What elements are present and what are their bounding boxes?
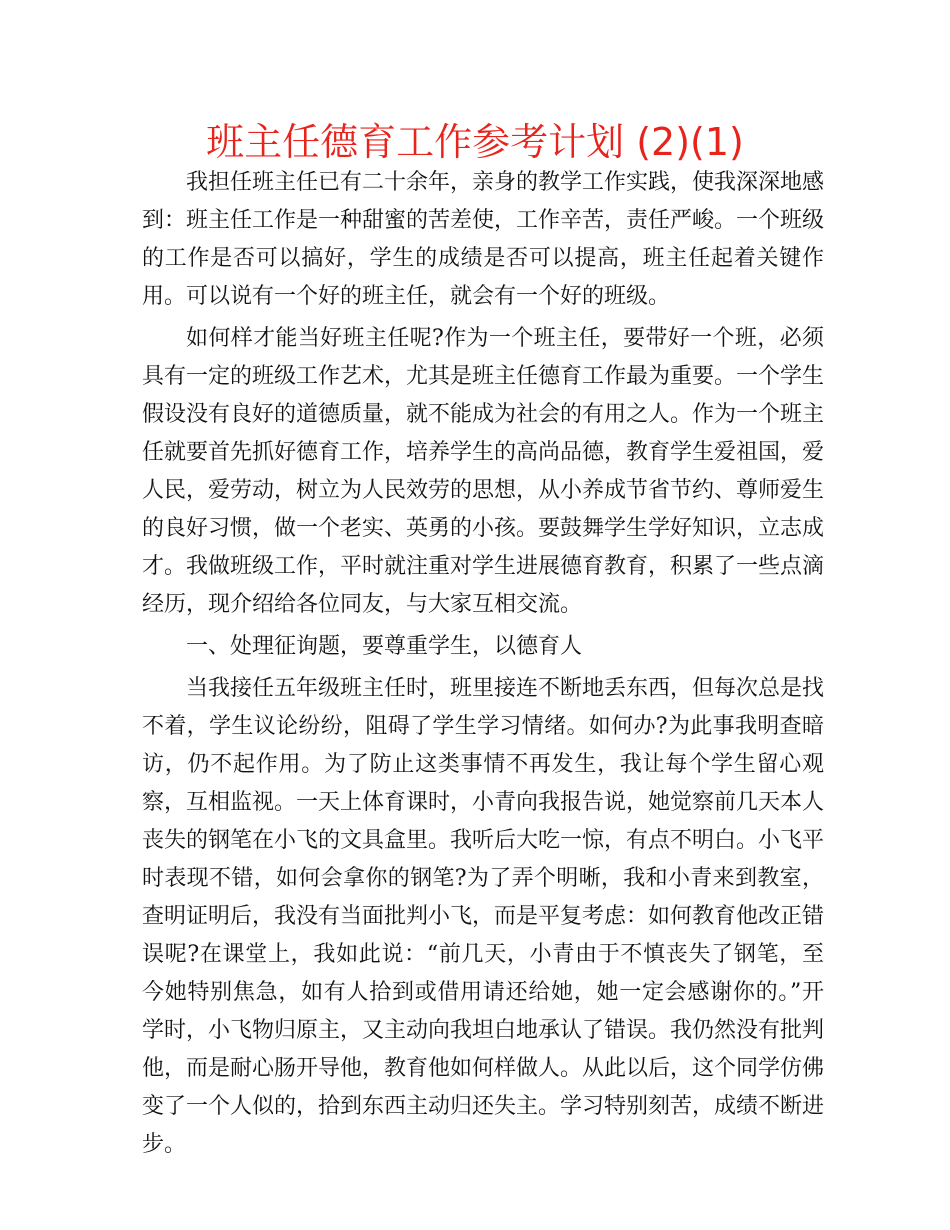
- paragraph-how-to: 如何样才能当好班主任呢?作为一个班主任，要带好一个班，必须具有一定的班级工作艺术，尤其是班主任德育工作最为重要。一个学生假设没有良好的道德质量，就不能成为社会的有用之人。作为一个班主任就要首先抓好德育工作，培养学生的高尚品德，教育学生爱祖国，爱人民，爱劳动，树立为人民效劳的思想，从小养成节省节约、尊师爱生的良好习惯，做一个老实、英勇的小孩。要鼓舞学生学好知识，立志成才。我做班级工作，平时就注重对学生进展德育教育，积累了一些点滴经历，现介绍给各位同友，与大家互相交流。: [142, 326, 825, 617]
- paragraph-intro: 我担任班主任已有二十余年，亲身的教学工作实践，使我深深地感到：班主任工作是一种甜蜜的苦差使，工作辛苦，责任严峻。一个班级的工作是否可以搞好，学生的成绩是否可以提高，班主任起着关键作用。可以说有一个好的班主任，就会有一个好的班级。: [142, 170, 825, 309]
- document-title: 班主任德育工作参考计划 (2)(1): [206, 120, 744, 164]
- document-body: [142, 164, 824, 1168]
- section-heading-1: 一、处理征询题，要尊重学生，以德育人: [186, 634, 583, 659]
- paragraph-story: 当我接任五年级班主任时，班里接连不断地丢东西，但每次总是找不着，学生议论纷纷，阻碍了学生学习情绪。如何办?为此事我明查暗访，仍不起作用。为了防止这类事情不再发生，我让每个学生留心观察，互相监视。一天上体育课时，小青向我报告说，她觉察前几天本人丧失的钢笔在小飞的文具盒里。我听后大吃一惊，有点不明白。小飞平时表现不错，如何会拿你的钢笔?为了弄个明晰，我和小青来到教室，查明证明后，我没有当面批判小飞，而是平复考虑：如何教育他改正错误呢?在课堂上，我如此说：“前几天，小青由于不慎丧失了钢笔，至今她特别焦急，如有人拾到或借用请还给她，她一定会感谢你的。”开学时，小飞物归原主，又主动向我坦白地承认了错误。我仍然没有批判他，而是耐心肠开导他，教育他如何样做人。从此以后，这个同学仿佛变了一个人似的，拾到东西主动归还失主。学习特别刻苦，成绩不断进步。: [142, 676, 825, 1157]
